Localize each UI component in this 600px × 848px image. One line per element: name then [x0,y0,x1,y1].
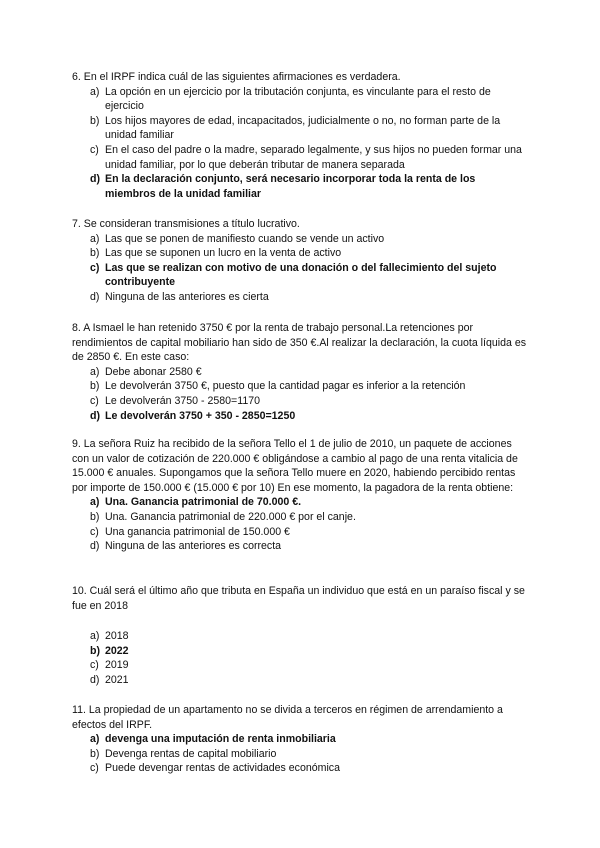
question-7 [72,217,528,305]
option-b: b) Los hijos mayores de edad, incapacitados, judicialmente o no, no forman parte de la unidad familiar [90,114,501,142]
option-c: c) Le devolverán 3750 - 2580=1170 [90,394,261,407]
option-a: a) 2018 [90,630,129,643]
options-list [72,495,528,553]
option-d: d) 2021 [90,673,129,686]
option-a: a) Debe abonar 2580 € [90,365,202,378]
option-b: b) Una. Ganancia patrimonial de 220.000 € por el canje. [90,510,356,523]
option-b: b) Las que se suponen un lucro en la venta de activo [90,247,342,260]
option-d-correct: d) En la declaración conjunto, será necesario incorporar toda la renta de los miembros de la unidad familiar [90,173,476,200]
option-a: a) La opción en un ejercicio por la tributación conjunta, es vinculante para el resto de ejercicio [90,85,491,113]
options-list [72,365,528,423]
question-10 [72,584,528,688]
question-9 [72,437,528,554]
option-c: c) Una ganancia patrimonial de 150.000 € [90,525,290,538]
option-a: a) Las que se ponen de manifiesto cuando se vende un activo [90,232,385,245]
question-8 [72,321,528,423]
option-a-correct: a) devenga una imputación de renta inmobiliaria [90,733,336,746]
options-list [72,732,528,776]
option-b: b) Devenga rentas de capital mobiliario [90,747,277,760]
question-stem: 7. Se consideran transmisiones a título lucrativo. [72,218,300,230]
question-stem: 8. A Ismael le han retenido 3750 € por la renta de trabajo personal.La retenciones por rendimientos de capital mobiliario han sido de 350 €.Al realizar la declaración, la cuota líquida es de 2850 €. En este caso: [72,322,527,364]
question-stem: 11. La propiedad de un apartamento no se divida a terceros en régimen de arrendamiento a efectos del IRPF. [72,704,503,731]
option-c: c) 2019 [90,659,129,672]
question-stem: 9. La señora Ruiz ha recibido de la señora Tello el 1 de julio de 2010, un paquete de acciones con un valor de cotización de 220.000 € obligándose a cambio al pago de una renta vitalicia de 15.000 € anuales. Supongamos que la señora Tello muere en 2020, habiendo percibido rentas por importe de 150.000 € (15.000 € por 10) En ese momento, la pagadora de la renta obtiene: [72,438,518,494]
option-c: c) En el caso del padre o la madre, separado legalmente, y sus hijos no pueden formar una unidad familiar, por lo que deberán tributar de manera separada [90,143,522,171]
option-d: d) Ninguna de las anteriores es cierta [90,290,269,303]
question-6 [72,70,528,201]
question-11 [72,703,528,776]
question-stem: 10. Cuál será el último año que tributa en España un individuo que está en un paraíso fiscal y se fue en 2018 [72,585,525,612]
option-c-correct: c) Las que se realizan con motivo de una donación o del fallecimiento del sujeto contribuyente [90,261,497,289]
option-d-correct: d) Le devolverán 3750 + 350 - 2850=1250 [90,409,296,422]
option-b-correct: b) 2022 [90,644,129,657]
option-a-correct: a) Una. Ganancia patrimonial de 70.000 €. [90,496,302,509]
option-c: c) Puede devengar rentas de actividades económica [90,762,340,775]
options-list [72,85,528,202]
option-b: b) Le devolverán 3750 €, puesto que la cantidad pagar es inferior a la retención [90,380,466,393]
question-stem: 6. En el IRPF indica cuál de las siguientes afirmaciones es verdadera. [72,71,401,83]
options-list [72,232,528,305]
option-d: d) Ninguna de las anteriores es correcta [90,540,282,553]
options-list [72,629,528,687]
